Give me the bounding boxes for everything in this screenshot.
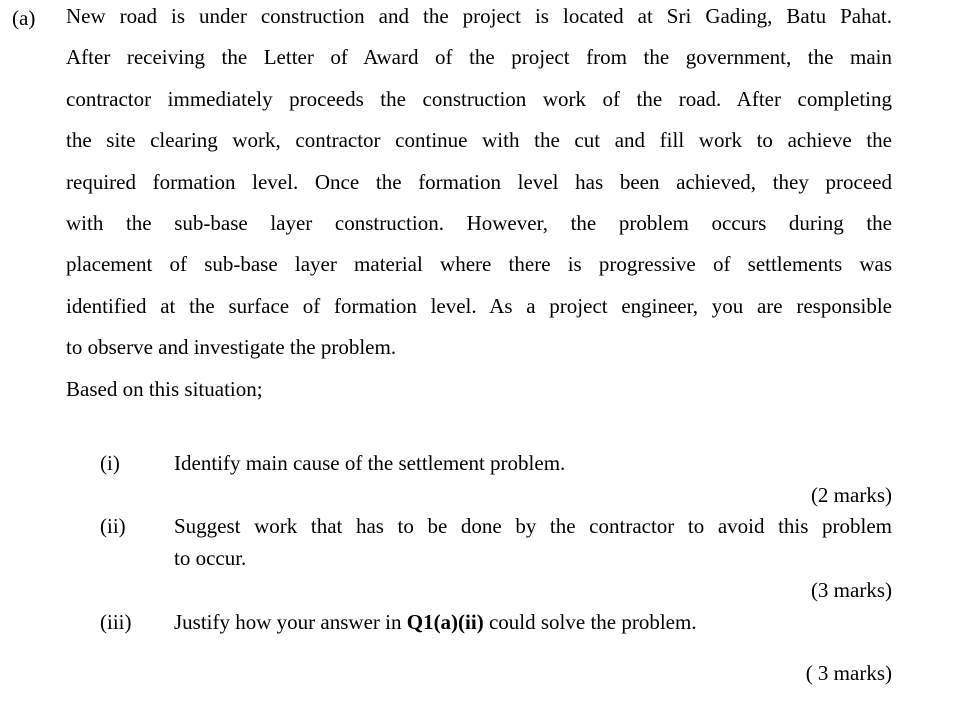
- marks-i: (2 marks): [810, 483, 892, 507]
- sub-question-label-i: (i): [100, 451, 120, 475]
- paragraph-line: required formation level. Once the formation level has been achieved, they proceed: [66, 169, 892, 194]
- paragraph-line: the site clearing work, contractor continue with the cut and fill work to achieve the: [66, 128, 892, 153]
- question-paragraph: [66, 0, 892, 414]
- sub-question-label-iii: (iii): [100, 610, 132, 634]
- paragraph-line: New road is under construction and the project is located at Sri Gading, Batu Pahat.: [66, 4, 892, 28]
- paragraph-line: After receiving the Letter of Award of the project from the government, the main: [66, 45, 892, 70]
- paragraph-line: to observe and investigate the problem.: [66, 335, 397, 360]
- marks-iii: ( 3 marks): [805, 661, 892, 685]
- paragraph-line: with the sub-base layer construction. However, the problem occurs during the: [66, 210, 892, 235]
- sub-question-label-ii: (ii): [100, 514, 126, 538]
- sub-question-text-i: Identify main cause of the settlement problem.: [174, 451, 566, 475]
- marks-ii: (3 marks): [810, 578, 892, 602]
- sub-question-text-ii-line1: Suggest work that has to be done by the contractor to avoid this problem: [174, 514, 892, 538]
- sub-question-text-iii: [174, 608, 697, 636]
- sub-question-text-iii-before: Justify how your answer in: [174, 610, 407, 634]
- paragraph-line: placement of sub-base layer material where there is progressive of settlements was: [66, 252, 892, 277]
- paragraph-line: identified at the surface of formation level. As a project engineer, you are responsible: [66, 293, 892, 318]
- situation-line: Based on this situation;: [66, 376, 263, 401]
- sub-question-text-ii-line2: to occur.: [174, 546, 247, 570]
- question-label: (a): [12, 6, 36, 30]
- paragraph-line: contractor immediately proceeds the construction work of the road. After completing: [66, 86, 892, 111]
- question-reference: Q1(a)(ii): [406, 610, 484, 634]
- sub-question-text-iii-after: could solve the problem.: [483, 610, 697, 634]
